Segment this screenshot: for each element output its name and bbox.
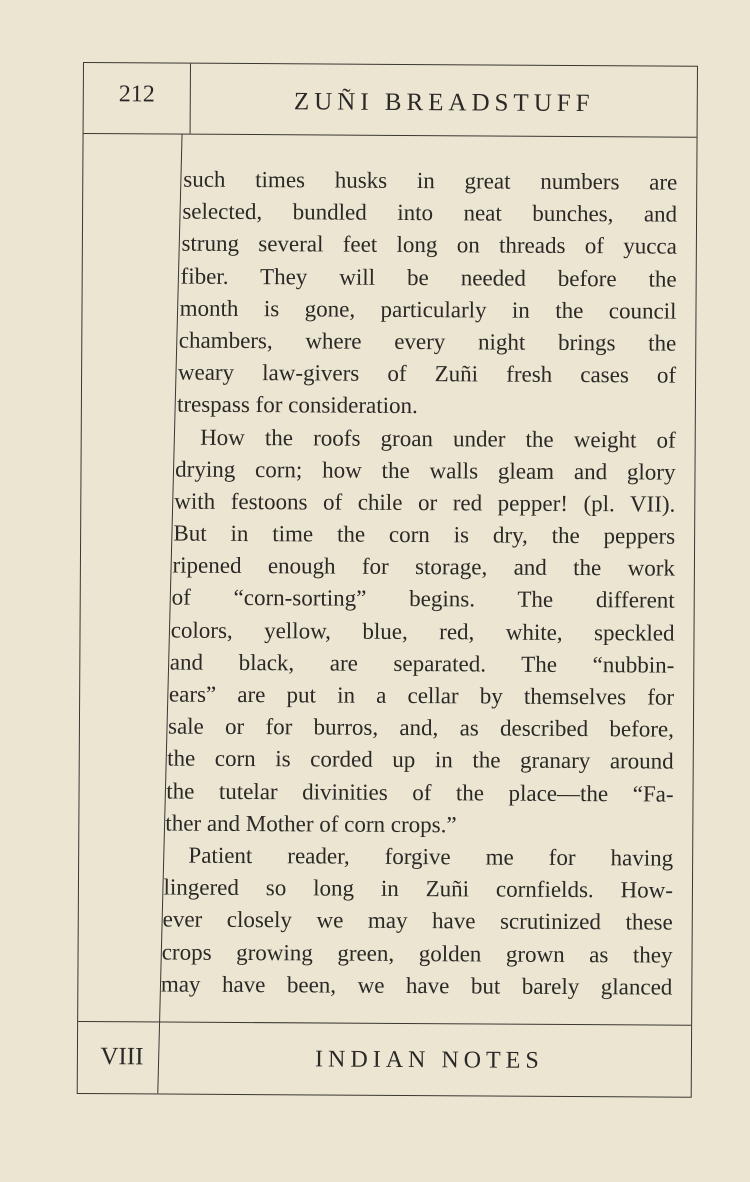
text-line: with festoons of chile or red pepper! (pl. VII). — [174, 488, 676, 517]
text-line: chambers, where every night brings the — [178, 327, 677, 356]
text-line: trespass for consideration. — [176, 391, 418, 419]
text-line: ripened enough for storage, and the work — [172, 552, 675, 581]
text-line: How the roofs groan under the weight of — [200, 424, 676, 453]
text-line: But in time the corn is dry, the peppers — [173, 520, 676, 549]
text-line: fiber. They will be needed before the — [180, 263, 677, 292]
text-line: of “corn-sorting” begins. The different — [171, 584, 675, 614]
text-line: weary law-givers of Zuñi fresh cases of — [177, 359, 677, 388]
body-text — [160, 164, 678, 1004]
text-line: ther and Mother of corn crops.” — [165, 810, 457, 838]
text-line: Patient reader, forgive me for having — [188, 842, 674, 871]
header-divider — [84, 133, 697, 138]
text-line: colors, yellow, blue, red, white, speckled — [170, 617, 675, 646]
volume-number: VIII — [100, 1043, 144, 1071]
text-line: crops growing green, golden grown as they — [161, 938, 673, 968]
text-line: ears” are put in a cellar by themselves for — [168, 681, 675, 710]
text-line: lingered so long in Zuñi cornfields. How- — [163, 874, 674, 903]
text-line: month is gone, particularly in the council — [179, 295, 677, 324]
text-line: ever closely we may have scrutinized these — [162, 906, 673, 935]
text-line: sale or for burros, and, as described before, — [167, 713, 675, 742]
footer-divider — [78, 1021, 691, 1026]
text-line: and black, are separated. The “nubbin- — [169, 649, 675, 678]
page-frame — [77, 62, 698, 1098]
text-line: may have been, we have but barely glanced — [160, 971, 673, 1000]
text-line: the corn is corded up in the granary around — [167, 745, 674, 774]
page-number: 212 — [118, 81, 155, 108]
text-line: strung several feet long on threads of yucca — [181, 230, 677, 260]
text-line: drying corn; how the walls gleam and glory — [175, 456, 676, 485]
text-line: such times husks in great numbers are — [183, 166, 678, 195]
series-title: INDIAN NOTES — [315, 1046, 544, 1074]
running-title: ZUÑI BREADSTUFF — [293, 88, 595, 118]
text-line: the tutelar divinities of the place—the “Fa- — [166, 778, 674, 807]
text-line: selected, bundled into neat bunches, and — [182, 198, 678, 227]
